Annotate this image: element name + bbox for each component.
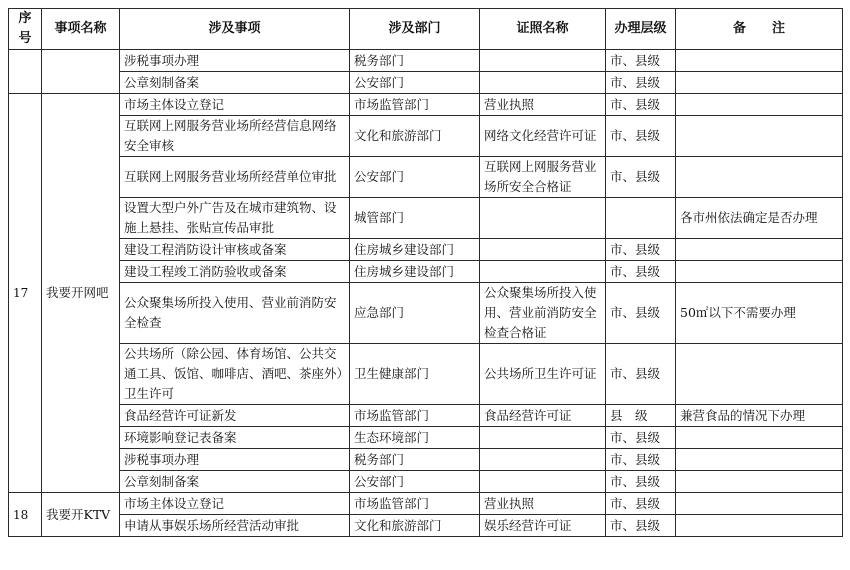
table-row xyxy=(9,157,843,198)
table-row xyxy=(9,449,843,471)
item-cell: 涉税事项办理 xyxy=(120,449,350,471)
group-no: 17 xyxy=(9,94,42,493)
table-row xyxy=(9,471,843,493)
group-name: 我要开KTV xyxy=(42,493,120,537)
note-cell: 兼营食品的情况下办理 xyxy=(676,405,843,427)
note-cell xyxy=(676,344,843,405)
level-cell: 市、县级 xyxy=(606,493,676,515)
table-row xyxy=(9,116,843,157)
note-cell xyxy=(676,50,843,72)
dept-cell: 税务部门 xyxy=(350,50,480,72)
group-no xyxy=(9,50,42,94)
item-cell: 涉税事项办理 xyxy=(120,50,350,72)
header-note xyxy=(676,9,843,50)
dept-cell: 市场监管部门 xyxy=(350,405,480,427)
cert-cell: 网络文化经营许可证 xyxy=(480,116,606,157)
dept-cell: 住房城乡建设部门 xyxy=(350,239,480,261)
cert-cell xyxy=(480,198,606,239)
dept-cell: 税务部门 xyxy=(350,449,480,471)
header-name: 事项名称 xyxy=(42,9,120,50)
dept-cell: 公安部门 xyxy=(350,72,480,94)
group-name: 我要开网吧 xyxy=(42,94,120,493)
matters-table xyxy=(8,8,843,537)
level-cell: 市、县级 xyxy=(606,116,676,157)
item-cell: 公众聚集场所投入使用、营业前消防安全检查 xyxy=(120,283,350,344)
level-cell: 市、县级 xyxy=(606,239,676,261)
group-name xyxy=(42,50,120,94)
level-cell: 市、县级 xyxy=(606,427,676,449)
dept-cell: 生态环境部门 xyxy=(350,427,480,449)
note-cell xyxy=(676,94,843,116)
level-cell: 县 级 xyxy=(606,405,676,427)
dept-cell: 公安部门 xyxy=(350,471,480,493)
note-cell xyxy=(676,493,843,515)
cert-cell xyxy=(480,239,606,261)
cert-cell xyxy=(480,471,606,493)
level-cell: 市、县级 xyxy=(606,50,676,72)
dept-cell: 卫生健康部门 xyxy=(350,344,480,405)
note-cell xyxy=(676,427,843,449)
level-cell: 市、县级 xyxy=(606,515,676,537)
item-cell: 市场主体设立登记 xyxy=(120,94,350,116)
item-cell: 申请从事娱乐场所经营活动审批 xyxy=(120,515,350,537)
item-cell: 建设工程竣工消防验收或备案 xyxy=(120,261,350,283)
cert-cell: 公共场所卫生许可证 xyxy=(480,344,606,405)
cert-cell: 公众聚集场所投入使用、营业前消防安全检查合格证 xyxy=(480,283,606,344)
item-cell: 公共场所（除公园、体育场馆、公共交通工具、饭馆、咖啡店、酒吧、茶座外）卫生许可 xyxy=(120,344,350,405)
note-cell: 各市州依法确定是否办理 xyxy=(676,198,843,239)
table-row xyxy=(9,239,843,261)
item-cell: 建设工程消防设计审核或备案 xyxy=(120,239,350,261)
item-cell: 互联网上网服务营业场所经营单位审批 xyxy=(120,157,350,198)
table-row xyxy=(9,261,843,283)
header-note-label: 备注 xyxy=(732,21,811,36)
cert-cell: 食品经营许可证 xyxy=(480,405,606,427)
level-cell: 市、县级 xyxy=(606,94,676,116)
note-cell xyxy=(676,72,843,94)
item-cell: 食品经营许可证新发 xyxy=(120,405,350,427)
dept-cell: 文化和旅游部门 xyxy=(350,515,480,537)
cert-cell xyxy=(480,261,606,283)
table-row xyxy=(9,198,843,239)
cert-cell: 互联网上网服务营业场所安全合格证 xyxy=(480,157,606,198)
cert-cell xyxy=(480,427,606,449)
item-cell: 市场主体设立登记 xyxy=(120,493,350,515)
item-cell: 公章刻制备案 xyxy=(120,471,350,493)
cert-cell: 娱乐经营许可证 xyxy=(480,515,606,537)
level-cell: 市、县级 xyxy=(606,344,676,405)
dept-cell: 住房城乡建设部门 xyxy=(350,261,480,283)
header-items: 涉及事项 xyxy=(120,9,350,50)
level-cell: 市、县级 xyxy=(606,283,676,344)
note-cell xyxy=(676,471,843,493)
table-row xyxy=(9,344,843,405)
cert-cell: 营业执照 xyxy=(480,493,606,515)
cert-cell xyxy=(480,449,606,471)
note-cell xyxy=(676,157,843,198)
note-cell xyxy=(676,449,843,471)
cert-cell xyxy=(480,72,606,94)
level-cell: 市、县级 xyxy=(606,157,676,198)
header-row xyxy=(9,9,843,50)
table-row xyxy=(9,283,843,344)
cert-cell xyxy=(480,50,606,72)
cert-cell: 营业执照 xyxy=(480,94,606,116)
item-cell: 公章刻制备案 xyxy=(120,72,350,94)
dept-cell: 市场监管部门 xyxy=(350,493,480,515)
level-cell: 市、县级 xyxy=(606,261,676,283)
table-row xyxy=(9,50,843,72)
level-cell: 市、县级 xyxy=(606,449,676,471)
dept-cell: 应急部门 xyxy=(350,283,480,344)
header-no: 序号 xyxy=(9,9,42,50)
group-no: 18 xyxy=(9,493,42,537)
note-cell xyxy=(676,239,843,261)
table-row xyxy=(9,493,843,515)
header-level: 办理层级 xyxy=(606,9,676,50)
note-cell xyxy=(676,261,843,283)
table-row xyxy=(9,72,843,94)
note-cell xyxy=(676,515,843,537)
header-dept: 涉及部门 xyxy=(350,9,480,50)
table-row xyxy=(9,94,843,116)
item-cell: 设置大型户外广告及在城市建筑物、设施上悬挂、张贴宣传品审批 xyxy=(120,198,350,239)
item-cell: 环境影响登记表备案 xyxy=(120,427,350,449)
table-row xyxy=(9,515,843,537)
note-cell xyxy=(676,116,843,157)
header-cert: 证照名称 xyxy=(480,9,606,50)
dept-cell: 文化和旅游部门 xyxy=(350,116,480,157)
level-cell: 市、县级 xyxy=(606,72,676,94)
level-cell xyxy=(606,198,676,239)
table-row xyxy=(9,427,843,449)
dept-cell: 公安部门 xyxy=(350,157,480,198)
dept-cell: 城管部门 xyxy=(350,198,480,239)
table-row xyxy=(9,405,843,427)
dept-cell: 市场监管部门 xyxy=(350,94,480,116)
item-cell: 互联网上网服务营业场所经营信息网络安全审核 xyxy=(120,116,350,157)
note-cell: 50㎡以下不需要办理 xyxy=(676,283,843,344)
level-cell: 市、县级 xyxy=(606,471,676,493)
